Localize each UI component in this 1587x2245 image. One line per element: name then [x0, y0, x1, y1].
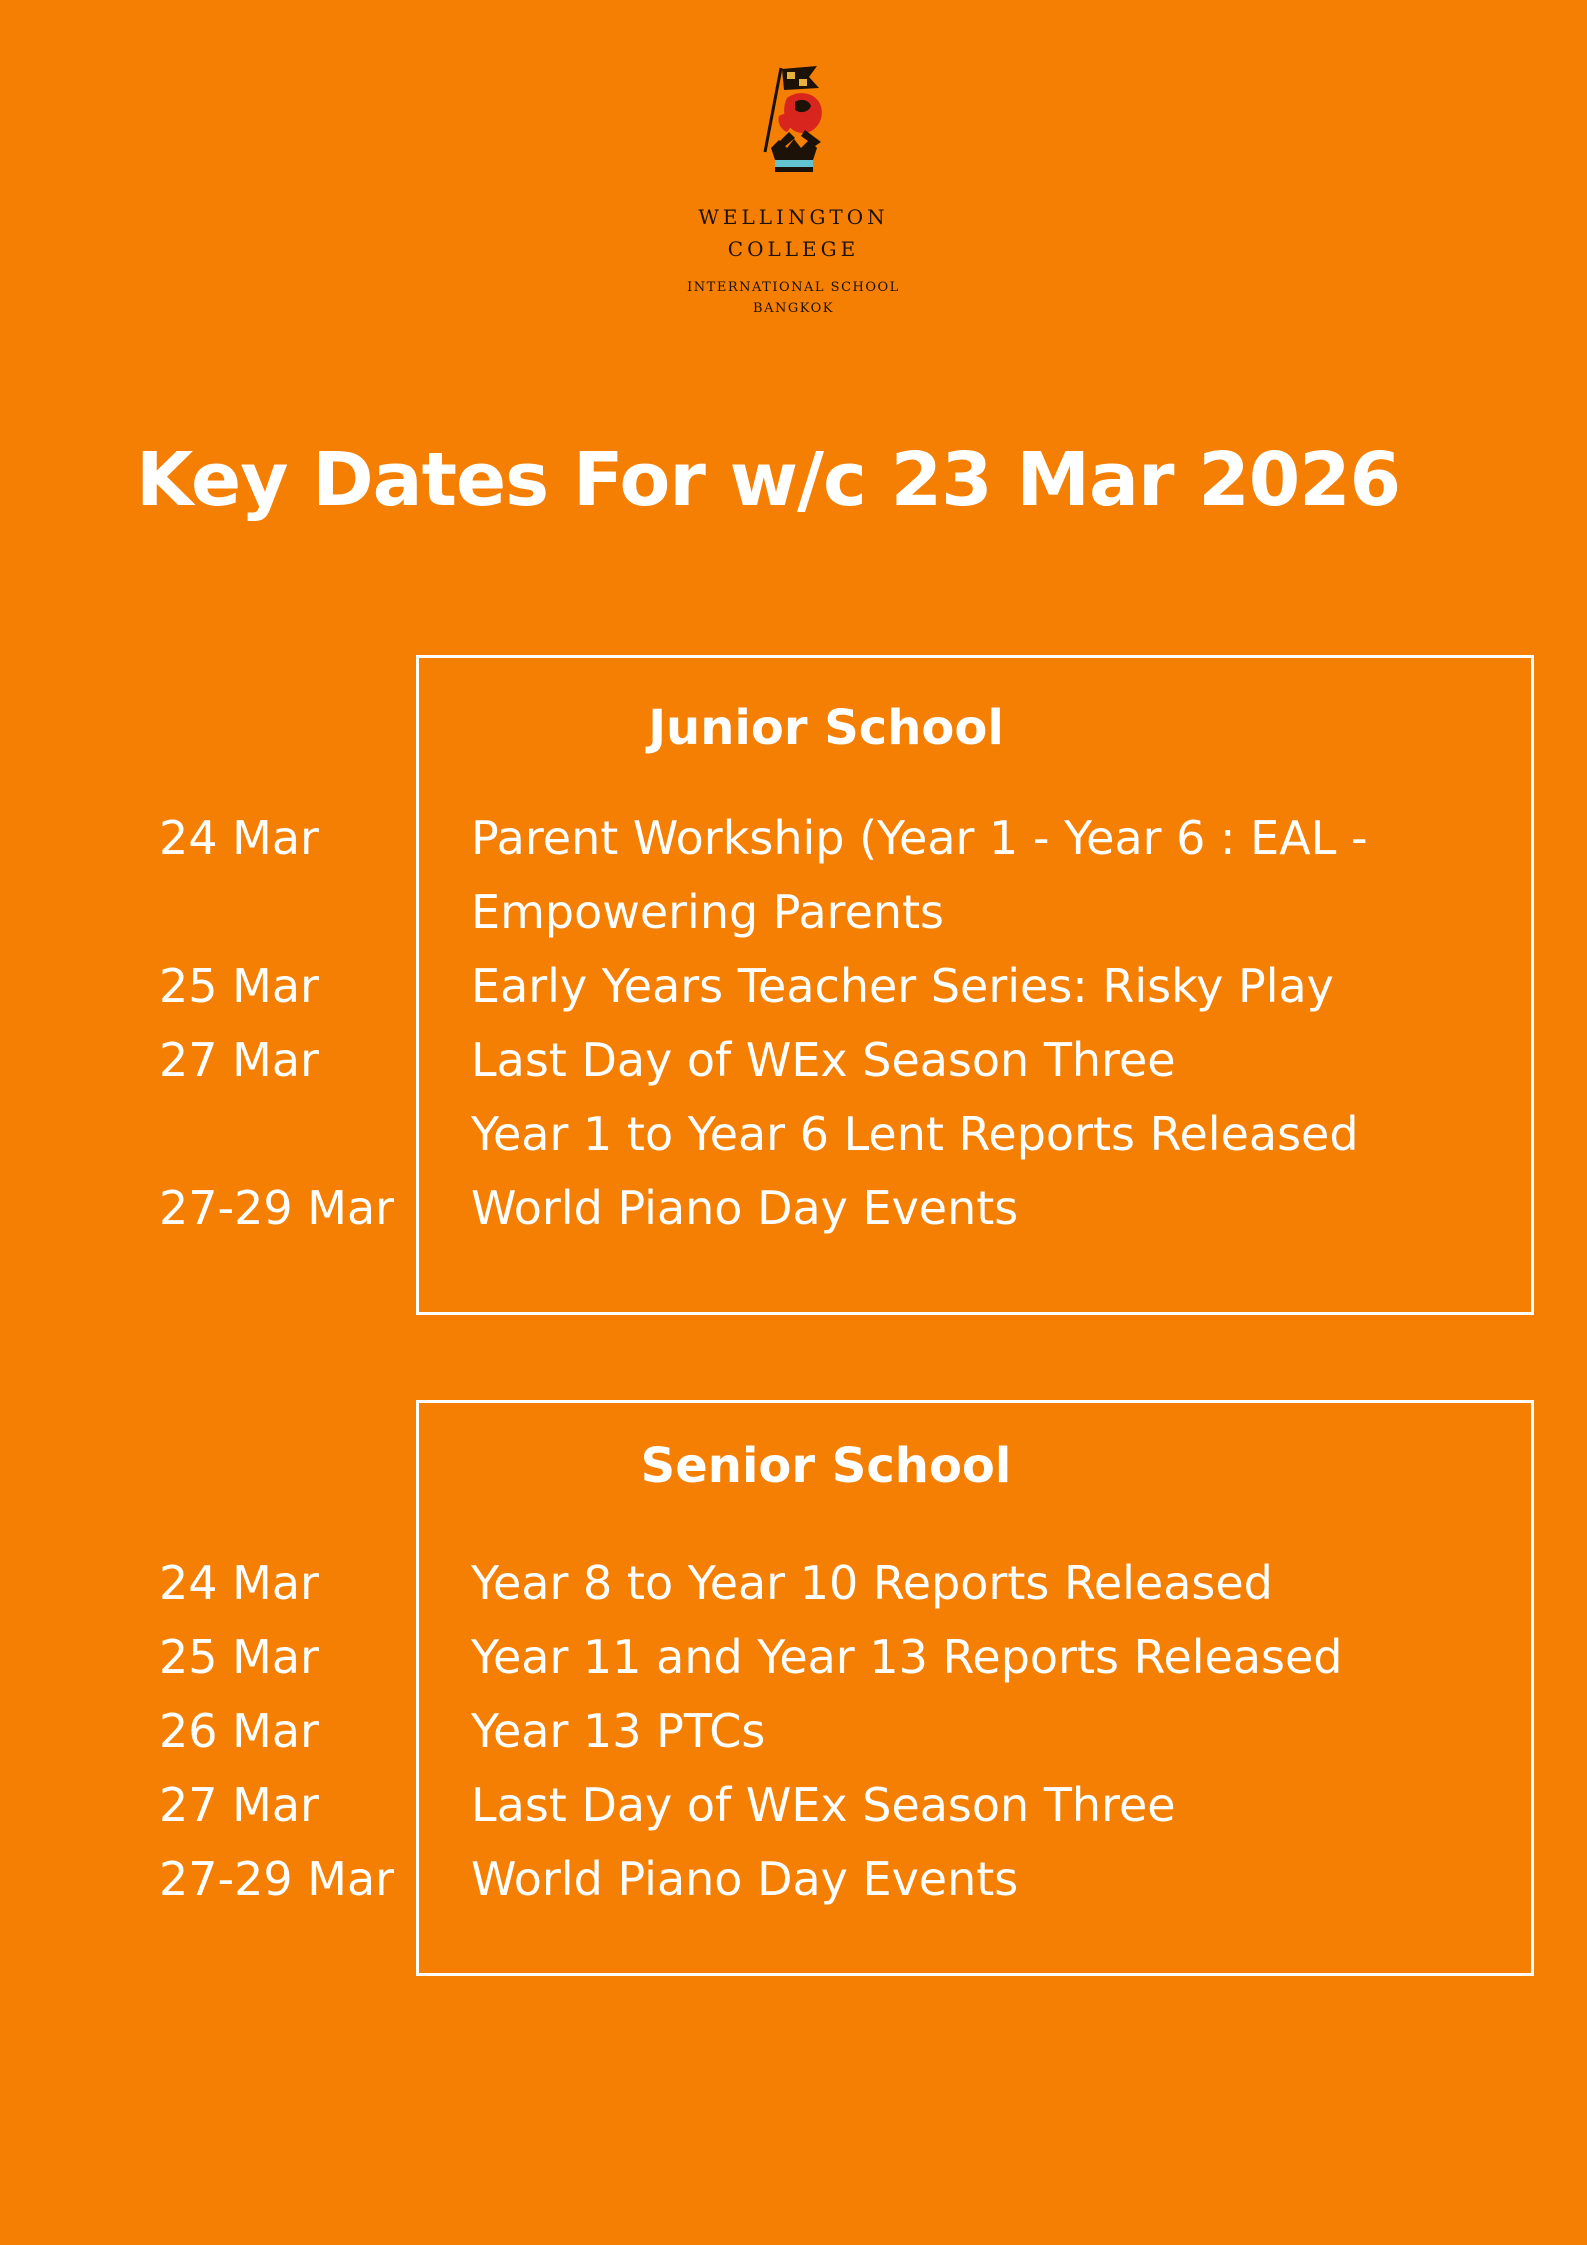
event-date: 24 Mar	[159, 811, 319, 865]
page-title: Key Dates For w/c 23 Mar 2026	[136, 437, 1401, 523]
event-description: Early Years Teacher Series: Risky Play	[471, 959, 1334, 1013]
junior-events-list	[0, 801, 1587, 1245]
event-description: World Piano Day Events	[471, 1852, 1019, 1906]
school-subtitle-line1: INTERNATIONAL SCHOOL	[687, 280, 900, 295]
event-description: Last Day of WEx Season Three	[471, 1778, 1176, 1832]
event-date: 25 Mar	[159, 1630, 319, 1684]
school-logo	[0, 60, 1587, 319]
list-item	[0, 949, 1587, 1023]
event-date: 27 Mar	[159, 1033, 319, 1087]
senior-school-heading: Senior School	[640, 1438, 1012, 1494]
list-item	[0, 1620, 1587, 1694]
event-date: 27-29 Mar	[159, 1852, 395, 1906]
event-description: Parent Workship (Year 1 - Year 6 : EAL -	[471, 811, 1368, 865]
list-item	[0, 1842, 1587, 1916]
event-description: World Piano Day Events	[471, 1181, 1019, 1235]
senior-events-list	[0, 1546, 1587, 1916]
list-item	[0, 801, 1587, 875]
list-item	[0, 1546, 1587, 1620]
school-crest-icon	[739, 60, 849, 185]
event-description: Year 1 to Year 6 Lent Reports Released	[471, 1107, 1359, 1161]
list-item	[0, 1694, 1587, 1768]
event-description: Year 11 and Year 13 Reports Released	[471, 1630, 1343, 1684]
list-item	[0, 1171, 1587, 1245]
event-date: 25 Mar	[159, 959, 319, 1013]
event-description: Last Day of WEx Season Three	[471, 1033, 1176, 1087]
event-description: Year 13 PTCs	[471, 1704, 766, 1758]
school-name-line2: COLLEGE	[727, 237, 860, 261]
event-date: 27-29 Mar	[159, 1181, 395, 1235]
list-item	[0, 1768, 1587, 1842]
event-description: Empowering Parents	[471, 885, 945, 939]
event-date: 26 Mar	[159, 1704, 319, 1758]
event-date: 27 Mar	[159, 1778, 319, 1832]
junior-school-heading: Junior School	[648, 700, 1004, 756]
school-subtitle-line2: BANGKOK	[753, 301, 834, 316]
school-name-line1: WELLINGTON	[698, 205, 889, 229]
list-item	[0, 1097, 1587, 1171]
event-description: Year 8 to Year 10 Reports Released	[471, 1556, 1273, 1610]
list-item	[0, 875, 1587, 949]
event-date: 24 Mar	[159, 1556, 319, 1610]
list-item	[0, 1023, 1587, 1097]
